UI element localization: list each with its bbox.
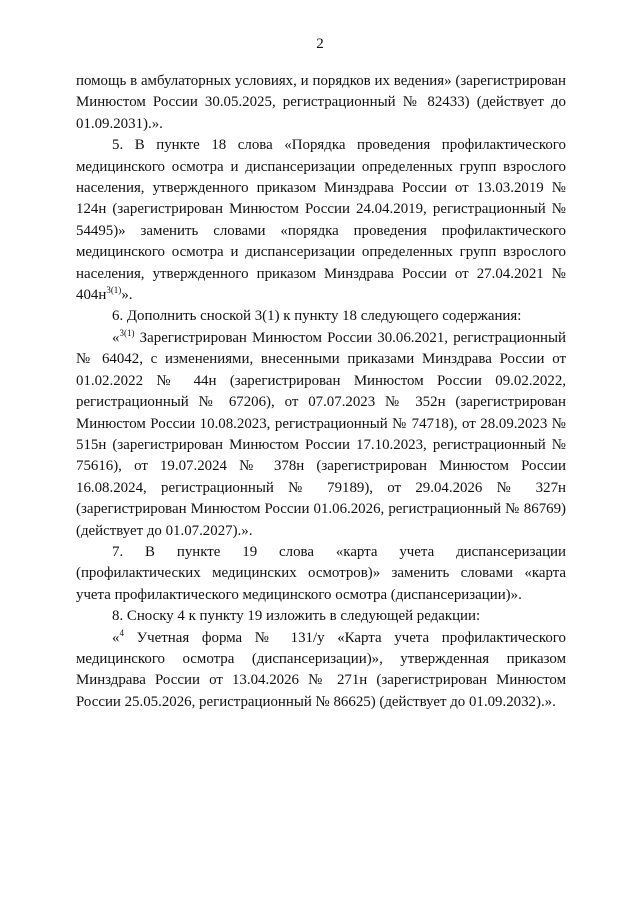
footnote-marker: 3(1) xyxy=(119,327,135,338)
paragraph-text: Зарегистрирован Минюстом России 30.06.2021, регистрационный № 64042, с изменениями, внесенными приказами Минздрава России от 01.02.2022 № 44н (зарегистрирован Минюстом России 09.02.2022, регистрационный № 67206), от 07.07.2023 № 352н (зарегистрирован Минюстом России 10.08.2023, регистрационный № 74718), от 28.09.2023 № 515н (зарегистрирован Минюстом России 17.10.2023, регистрационный № 75616), от 19.07.2024 № 378н (зарегистрирован Минюстом России 16.08.2024, регистрационный № 79189), от 29.04.2026 № 327н (зарегистрирован Минюстом России 01.06.2026, регистрационный № 86769) (действует до 01.07.2027).». xyxy=(76,329,566,539)
page-number: 2 xyxy=(316,36,324,52)
footnote-reference: 3(1) xyxy=(106,285,122,296)
paragraph-text: 6. Дополнить сноской 3(1) к пункту 18 следующего содержания: xyxy=(112,308,522,325)
footnote-4-text xyxy=(76,628,566,714)
paragraph-text: 8. Сноску 4 к пункту 19 изложить в следующей редакции: xyxy=(112,608,481,625)
paragraph-text: 5. В пункте 18 слова «Порядка проведения профилактического медицинского осмотра и диспансеризации определенных групп взрослого населения, утвержденного приказом Минздрава России от 13.03.2019 № 124н (зарегистрирован Минюстом России 24.04.2019, регистрационный № 54495)» заменить словами «порядка проведения профилактического медицинского осмотра и диспансеризации определенных групп взрослого населения, утвержденного приказом Минздрава России от 27.04.2021 № 404н xyxy=(76,137,566,304)
paragraph-item-8 xyxy=(76,606,566,627)
paragraph-item-6 xyxy=(76,306,566,327)
paragraph-item-7 xyxy=(76,542,566,606)
open-quote: « xyxy=(112,629,120,646)
paragraph-text: Учетная форма № 131/у «Карта учета профилактического медицинского осмотра (диспансеризации)», утвержденная приказом Минздрава России от 13.04.2026 № 271н (зарегистрирован Минюстом России 25.05.2026, регистрационный № 86625) (действует до 01.09.2032).». xyxy=(76,629,566,710)
document-body xyxy=(76,71,566,713)
paragraph-text: помощь в амбулаторных условиях, и порядков их ведения» (зарегистрирован Минюстом России 30.05.2025, регистрационный № 82433) (действует до 01.09.2031).». xyxy=(76,73,566,132)
footnote-marker: 4 xyxy=(119,627,124,638)
paragraph-text-end: ». xyxy=(121,287,133,304)
open-quote: « xyxy=(112,329,120,346)
footnote-3-1-text xyxy=(76,328,566,542)
paragraph-text: 7. В пункте 19 слова «карта учета диспансеризации (профилактических медицинских осмотров)» заменить словами «карта учета профилактического медицинского осмотра (диспансеризации)». xyxy=(76,543,566,603)
paragraph-continuation xyxy=(76,71,566,135)
paragraph-item-5 xyxy=(76,135,566,306)
